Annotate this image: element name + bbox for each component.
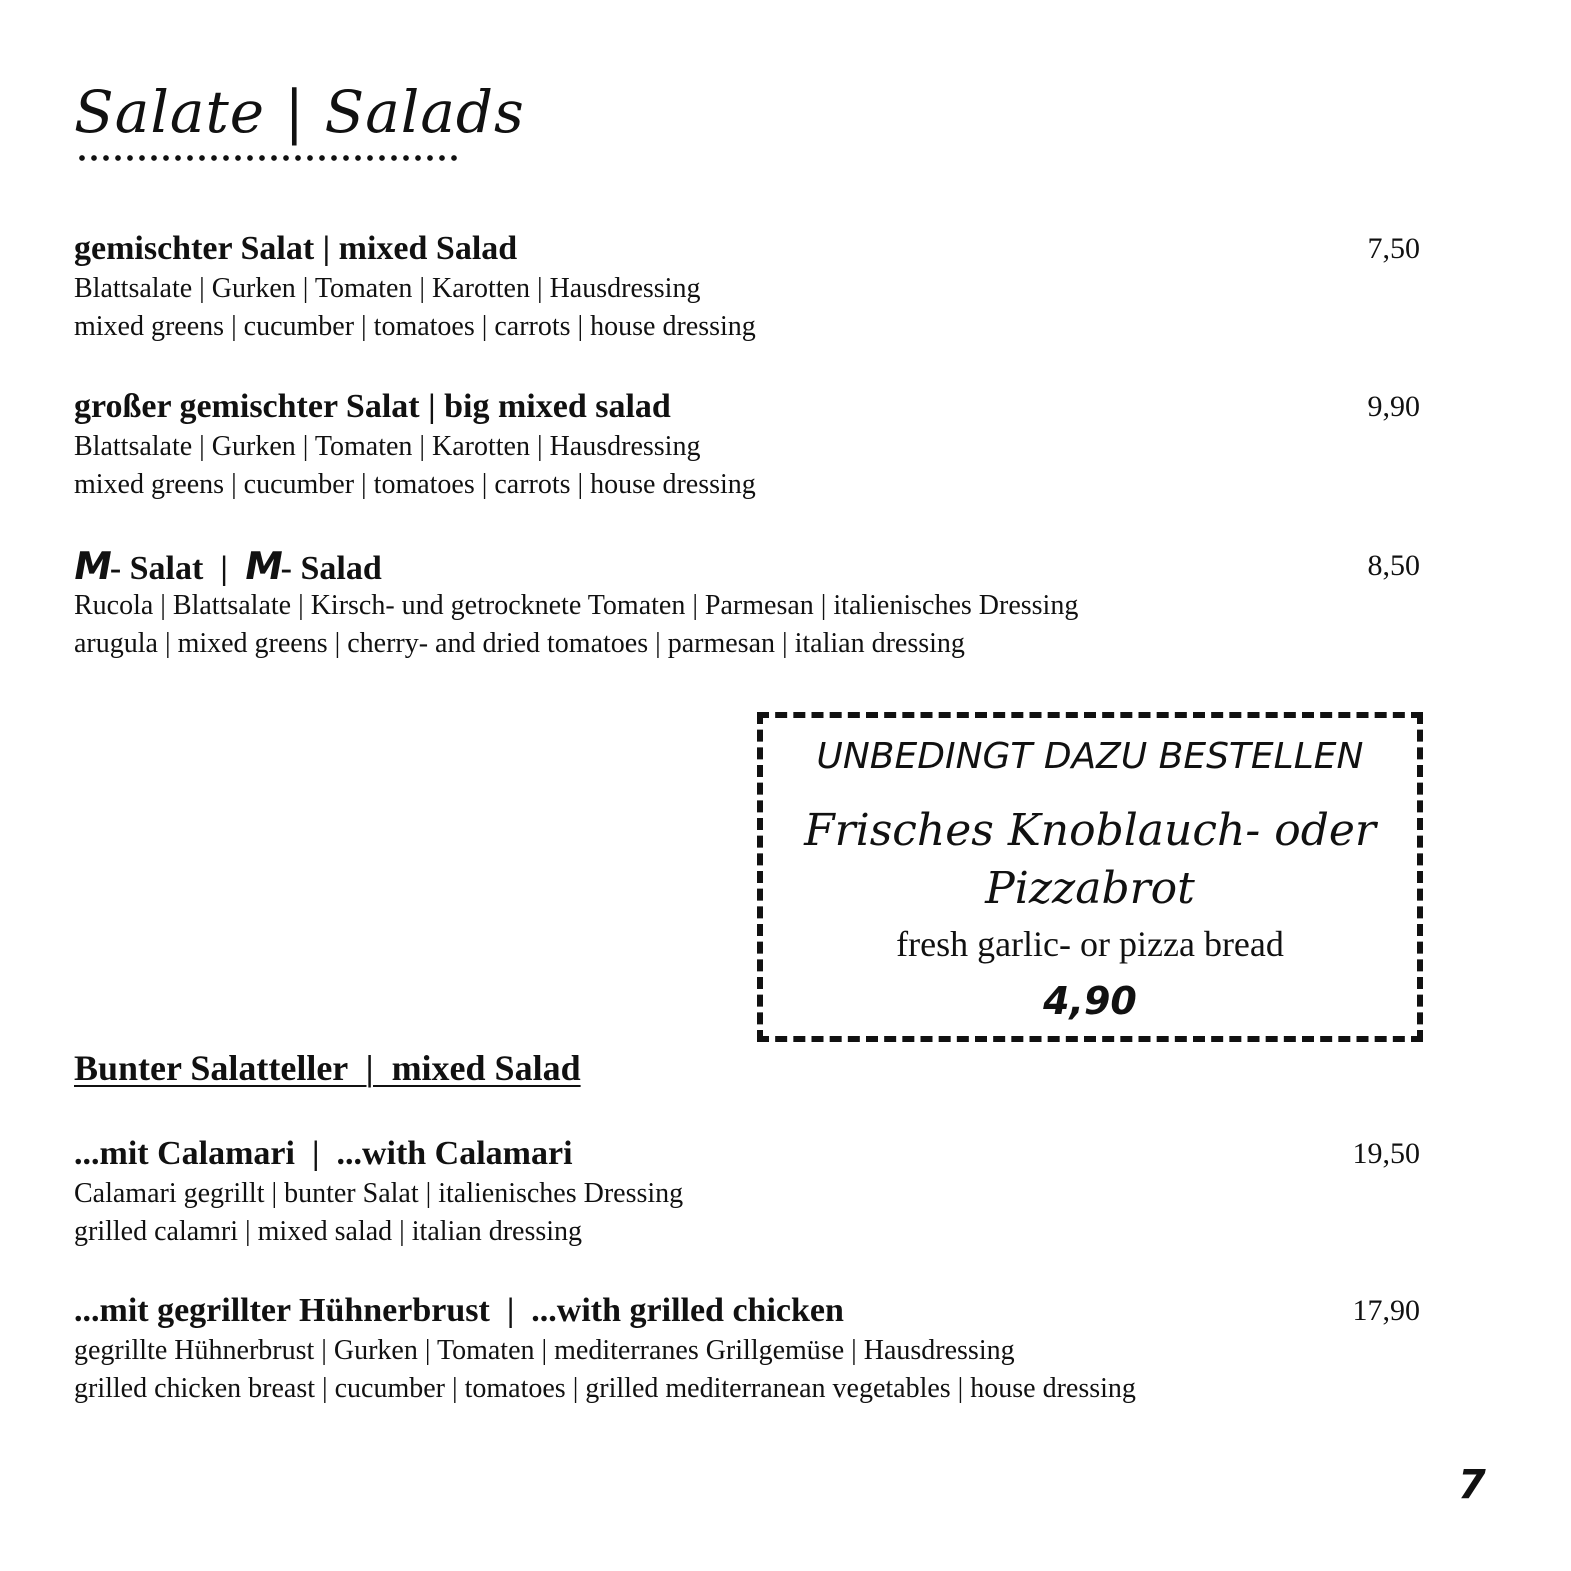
brand-logo-mark: M [70, 544, 114, 588]
menu-item [74, 1133, 1420, 1251]
promo-subtitle: fresh garlic- or pizza bread [896, 924, 1284, 964]
item-price: 7,50 [1367, 232, 1420, 265]
item-description-de: Blattsalate | Gurken | Tomaten | Karotten | Hausdressing [74, 431, 701, 462]
item-description-de: Blattsalate | Gurken | Tomaten | Karotten | Hausdressing [74, 273, 701, 304]
promo-kicker: UNBEDINGT DAZU BESTELLEN [816, 736, 1364, 777]
item-name-part: - Salat | [109, 550, 245, 587]
item-description-de: gegrillte Hühnerbrust | Gurken | Tomaten | mediterranes Grillgemüse | Hausdressing [74, 1335, 1015, 1366]
item-price: 8,50 [1367, 549, 1420, 582]
menu-item [74, 228, 1420, 346]
item-description-en: arugula | mixed greens | cherry- and dried tomatoes | parmesan | italian dressing [74, 628, 965, 659]
item-description-en: grilled chicken breast | cucumber | tomatoes | grilled mediterranean vegetables | house dressing [74, 1373, 1136, 1404]
promo-box [757, 712, 1423, 1042]
menu-item [74, 1290, 1420, 1408]
item-description-de: Rucola | Blattsalate | Kirsch- und getrocknete Tomaten | Parmesan | italienisches Dressing [74, 590, 1079, 621]
item-name: ...mit gegrillter Hühnerbrust | ...with grilled chicken [74, 1292, 844, 1329]
item-name: gemischter Salat | mixed Salad [74, 230, 518, 267]
page-title: Salate | Salads [74, 78, 525, 146]
promo-title: Frisches Knoblauch- oder Pizzabrot [804, 805, 1376, 914]
promo-price: 4,90 [1043, 979, 1137, 1023]
item-price: 9,90 [1367, 390, 1420, 423]
section-heading: Bunter Salatteller | mixed Salad [74, 1048, 581, 1088]
item-name: ...mit Calamari | ...with Calamari [74, 1135, 573, 1172]
item-name-part: - Salad [280, 550, 382, 587]
dotted-divider [76, 154, 460, 162]
item-description-de: Calamari gegrillt | bunter Salat | italienisches Dressing [74, 1178, 684, 1209]
menu-item [74, 386, 1420, 504]
item-description-en: grilled calamri | mixed salad | italian dressing [74, 1216, 583, 1247]
menu-item [70, 544, 1420, 663]
item-price: 17,90 [1352, 1294, 1420, 1327]
item-price: 19,50 [1352, 1137, 1420, 1170]
page-number: 7 [1458, 1462, 1486, 1508]
item-description-en: mixed greens | cucumber | tomatoes | carrots | house dressing [74, 311, 756, 342]
item-name [70, 544, 382, 590]
brand-logo-mark: M [240, 544, 285, 588]
item-description-en: mixed greens | cucumber | tomatoes | carrots | house dressing [74, 469, 756, 500]
item-name: großer gemischter Salat | big mixed salad [74, 388, 671, 425]
